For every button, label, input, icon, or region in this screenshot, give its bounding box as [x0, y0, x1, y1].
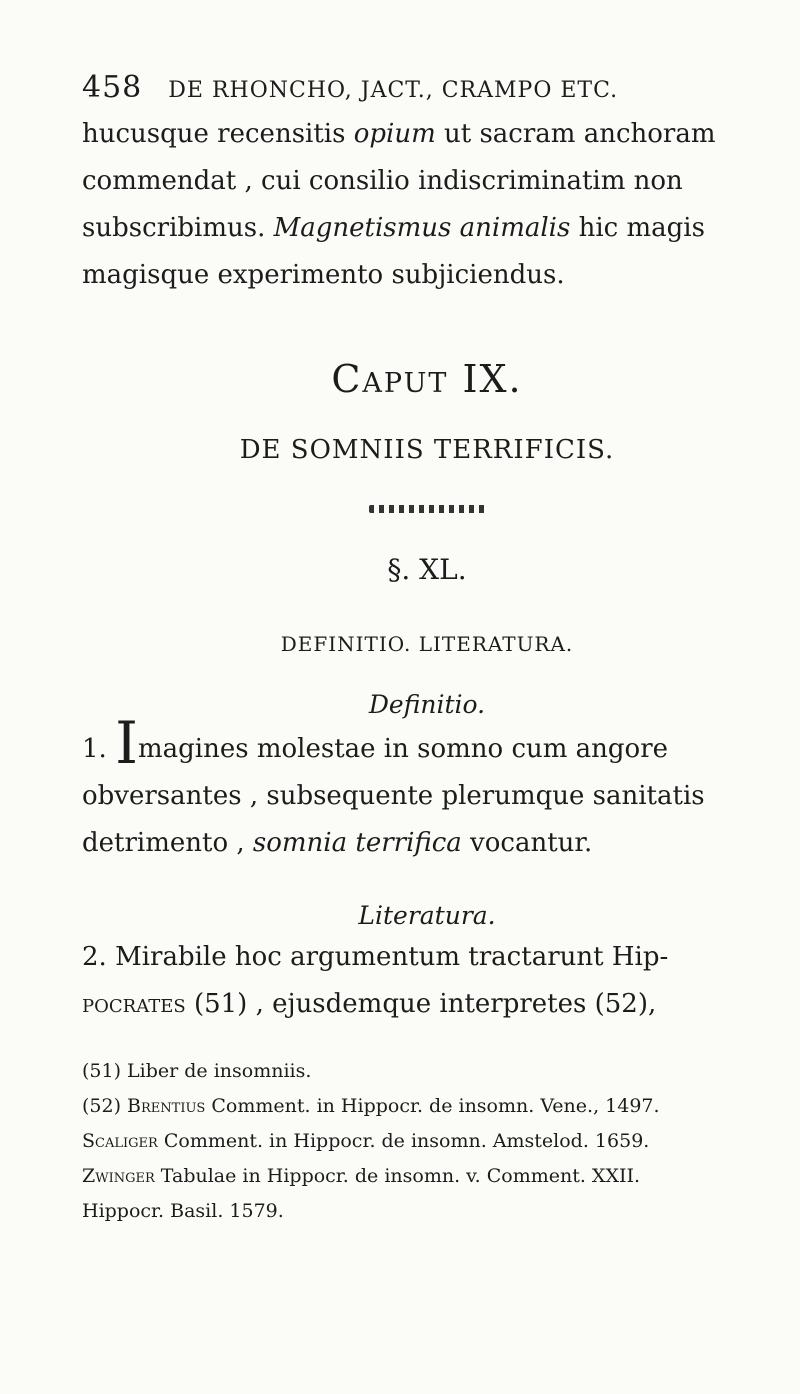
- text-line: obversantes , subsequente plerumque sanitatis: [82, 781, 705, 811]
- footnote-52-cont: [82, 1159, 772, 1194]
- text: magines molestae in somno cum angore: [138, 734, 669, 764]
- section-heading: DEFINITIO. LITERATURA.: [280, 632, 574, 656]
- text: hic magis: [570, 213, 705, 243]
- running-header: [82, 70, 772, 105]
- text-line: commendat , cui consilio indiscriminatim non: [82, 166, 683, 196]
- footnote-52-cont: [82, 1124, 772, 1159]
- author-scaliger: Scaliger: [82, 1130, 158, 1152]
- author-brentius: (52) Brentius: [82, 1095, 206, 1117]
- text: Tabulae in Hippocr. de insomn. v. Comment. XXII.: [154, 1165, 641, 1187]
- definitio-paragraph: [82, 709, 772, 867]
- text: hucusque recensitis: [82, 119, 354, 149]
- text-line: [82, 820, 772, 867]
- footnote-52-cont: Hippocr. Basil. 1579.: [82, 1200, 284, 1222]
- literatura-heading: Literatura.: [358, 901, 496, 930]
- author-zwinger: Zwinger: [82, 1165, 155, 1187]
- text: vocantur.: [461, 828, 593, 858]
- text: subscribimus.: [82, 213, 274, 243]
- text-line: [82, 111, 772, 158]
- intro-paragraph: [82, 111, 772, 299]
- text: ut sacram anchoram: [435, 119, 716, 149]
- chapter-subtitle: DE SOMNIIS TERRIFICIS.: [239, 435, 615, 465]
- text-line: [82, 709, 772, 777]
- drop-capital: I: [115, 709, 138, 777]
- literatura-paragraph: [82, 934, 772, 1028]
- page: [82, 70, 772, 1229]
- ornament-divider: [369, 505, 485, 513]
- footnotes: [82, 1054, 772, 1229]
- text-line: [82, 981, 772, 1028]
- text: (51) , ejusdemque interpretes (52),: [185, 989, 657, 1019]
- text-line: [82, 205, 772, 252]
- running-title: DE RHONCHO, JACT., CRAMPO ETC.: [168, 78, 619, 103]
- emphasis-magnetismus: Magnetismus animalis: [273, 213, 571, 243]
- text: detrimento ,: [82, 828, 253, 858]
- text-line: magisque experimento subjiciendus.: [82, 260, 565, 290]
- text-line: 2. Mirabile hoc argumentum tractarunt Hip-: [82, 942, 669, 972]
- section-number: §. XL.: [387, 553, 467, 586]
- page-number: 458: [82, 70, 143, 105]
- chapter-title: Caput IX.: [331, 357, 523, 401]
- paragraph-number: 1.: [82, 734, 107, 764]
- author-hippocrates: pocrates: [82, 989, 186, 1019]
- footnote-51: (51) Liber de insomniis.: [82, 1060, 312, 1082]
- text: Comment. in Hippocr. de insomn. Amstelod. 1659.: [157, 1130, 650, 1152]
- text: Comment. in Hippocr. de insomn. Vene., 1497.: [205, 1095, 660, 1117]
- emphasis-somnia: somnia terrifica: [252, 828, 462, 858]
- footnote-52: [82, 1089, 772, 1124]
- definitio-heading: Definitio.: [368, 690, 486, 719]
- emphasis-opium: opium: [353, 119, 436, 149]
